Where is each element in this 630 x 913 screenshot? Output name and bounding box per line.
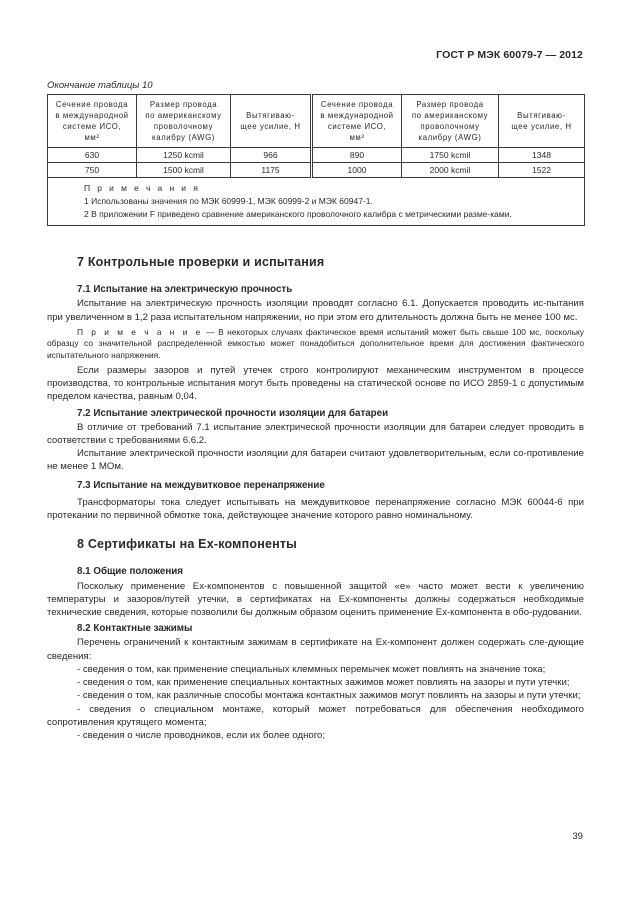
paragraph: Поскольку применение Ex-компонентов с повышенной защитой «е» часто может вести к увеличению температуры и зазоров/путей утечки, в сертификатах на Ex-компоненты должны содержаться необходимые технические сведения, которые позволили бы должным образом оценить применение Ex-компонента в обо-рудовании. <box>47 580 584 619</box>
list-item: - сведения о том, как применение специальных клеммных перемычек может повлиять на значение тока; <box>77 663 546 675</box>
note-paragraph <box>47 327 584 361</box>
paragraph: В отличие от требований 7.1 испытание электрической прочности изоляции для батареи следует проводить в соответствии с требованиями 6.6.2. <box>47 421 584 447</box>
table-row <box>48 163 585 178</box>
list-item: - сведения о том, как применение специальных контактных зажимов может повлиять на зазоры и пути утечки; <box>77 677 570 689</box>
standard-header: ГОСТ Р МЭК 60079-7 — 2012 <box>436 49 583 61</box>
header-awg-size-2: Размер провода по американскому проволочному калибру (AWG) <box>402 95 499 148</box>
table-cell: 1348 <box>499 148 585 163</box>
table-cell: 890 <box>312 148 402 163</box>
table-cell: 1750 kcmil <box>402 148 499 163</box>
table-cell: 1500 kcmil <box>137 163 231 178</box>
wire-pull-force-table <box>47 94 585 226</box>
header-cross-section-iso-2: Сечение провода в международной системе ИСО, мм² <box>312 95 402 148</box>
list-item: - сведения о числе проводников, если их более одного; <box>77 729 326 741</box>
section-8-2-title: 8.2 Контактные зажимы <box>77 623 193 635</box>
paragraph: Испытание электрической прочности изоляции для батареи считают удовлетворительным, если со-противление не менее 1 МОм. <box>47 448 584 473</box>
paragraph: Если размеры зазоров и путей утечек строго контролируют механическим инструментом в процессе производства, то контрольные испытания могут быть проведены на статической основе по ИСО 2859-1 с допустимым пределом качества, равным 0,04. <box>47 365 584 403</box>
table-cell: 750 <box>48 163 137 178</box>
note-label: П р и м е ч а н и е <box>77 326 203 337</box>
paragraph: Трансформаторы тока следует испытывать на междувитковое перенапряжение согласно МЭК 60044-6 при протекании по первичной обмотке тока, действующее значение которого равно номинальному. <box>47 496 584 522</box>
table-row <box>48 148 585 163</box>
table-caption: Окончание таблицы 10 <box>47 80 153 91</box>
section-8-1-title: 8.1 Общие положения <box>77 566 184 578</box>
page-number: 39 <box>572 831 583 842</box>
notes-title: П р и м е ч а н и я <box>84 183 201 193</box>
table-cell: 1175 <box>231 163 312 178</box>
section-7-2-title: 7.2 Испытание электрической прочности изоляции для батареи <box>77 407 389 419</box>
body-content <box>47 250 584 742</box>
header-awg-size: Размер провода по американскому проволочному калибру (AWG) <box>137 95 231 148</box>
section-7-title: 7 Контрольные проверки и испытания <box>77 255 325 269</box>
header-pull-force-2: Вытягиваю- щее усилие, Н <box>499 95 585 148</box>
list-item: - сведения о специальном монтаже, который может потребоваться для обеспечения необходимого сопротивления крутящего момента; <box>47 703 584 728</box>
table-notes <box>48 178 585 226</box>
section-7-3-title: 7.3 Испытание на междувитковое перенапряжение <box>77 479 325 491</box>
paragraph: Испытание на электрическую прочность изоляции проводят согласно 6.1. Допускается проводить ис-пытания при увеличенном в 1,2 раза испытательном напряжении, но при этом его длительность должна быть не менее 100 мс. <box>47 298 584 323</box>
table-notes-row <box>48 178 585 226</box>
section-8-title: 8 Сертификаты на Ex-компоненты <box>77 537 298 552</box>
note-item: 2 В приложении F приведено сравнение американского проволочного калибра с метрическими разме-ками. <box>84 209 512 219</box>
header-pull-force: Вытягиваю- щее усилие, Н <box>231 95 312 148</box>
note-text: — В некоторых случаях фактическое время испытаний может быть свыше 100 мс, поскольку образцу со значительной распределенной емкостью может понадобиться дополнительное время для достижения фактического испытательного напряжения. <box>47 326 584 360</box>
table-cell: 630 <box>48 148 137 163</box>
table-cell: 966 <box>231 148 312 163</box>
table-header-row <box>48 95 585 148</box>
section-7-1-title: 7.1 Испытание на электрическую прочность <box>77 284 293 296</box>
table-cell: 1250 kcmil <box>137 148 231 163</box>
table-cell: 1000 <box>312 163 402 178</box>
table-cell: 2000 kcmil <box>402 163 499 178</box>
table-cell: 1522 <box>499 163 585 178</box>
header-cross-section-iso: Сечение провода в международной системе ИСО, мм² <box>48 95 137 148</box>
paragraph: Перечень ограничений к контактным зажимам в сертификате на Ex-компонент должен содержать сле-дующие сведения: <box>47 637 584 662</box>
list-item: - сведения о том, как различные способы монтажа контактных зажимов могут повлиять на зазоры и пути утечки; <box>77 690 581 702</box>
note-item: 1 Использованы значения по МЭК 60999-1, МЭК 60999-2 и МЭК 60947-1. <box>84 196 373 206</box>
